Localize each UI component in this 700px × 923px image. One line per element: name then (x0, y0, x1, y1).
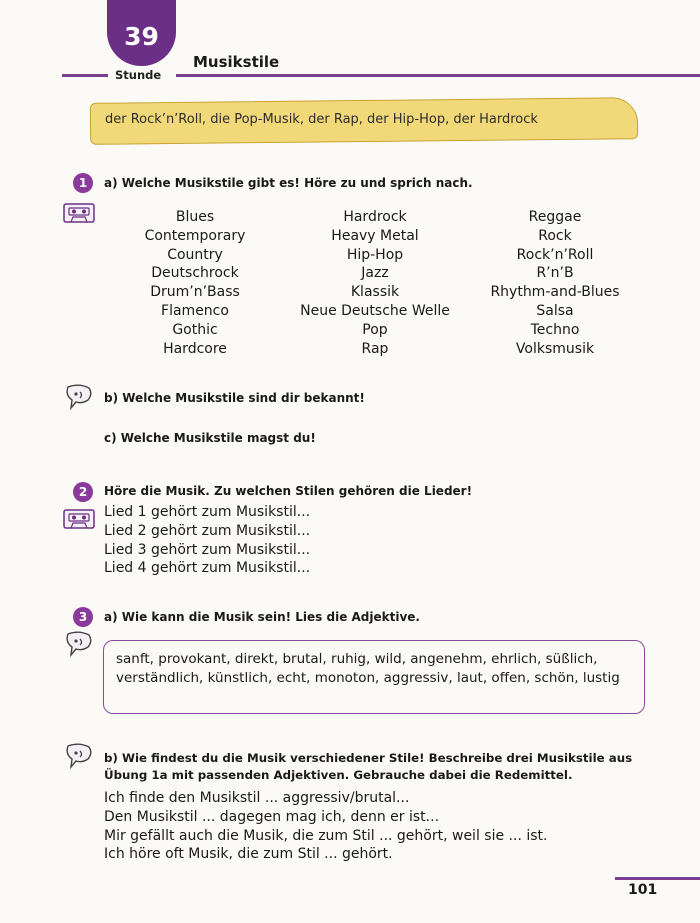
music-style: Hip-Hop (346, 246, 404, 263)
header-rule-left (62, 74, 108, 77)
music-style: Salsa (536, 302, 574, 319)
page-number: 101 (628, 882, 658, 898)
adjectives-box: sanft, provokant, direkt, brutal, ruhig, wild, angenehm, ehrlich, süßlich, verständlich, künstlich, echt, monoton, aggressiv, laut, offen, schön, lustig (103, 640, 645, 714)
music-style: Reggae (528, 209, 582, 225)
header-rule-right (176, 74, 700, 77)
music-style: Rock (538, 227, 572, 244)
page-title: Musikstile (193, 53, 280, 71)
music-styles-column-3 (480, 208, 630, 358)
music-style: Techno (530, 321, 580, 338)
cassette-icon (63, 509, 95, 529)
exercise-2-number: 2 (73, 482, 93, 502)
music-style: Rhythm-and-Blues (490, 284, 620, 301)
song-line: Lied 3 gehört zum Musikstil... (104, 541, 311, 558)
music-style: Neue Deutsche Welle (300, 302, 450, 319)
exercise-3b-instruction-line-1: b) Wie findest du die Musik verschiedener Stile! Beschreibe drei Musikstile aus (104, 751, 633, 765)
exercise-3-number: 3 (73, 607, 93, 627)
speech-bubble-icon (64, 631, 94, 657)
song-line: Lied 4 gehört zum Musikstil... (104, 560, 311, 577)
phrase-line: Ich höre oft Musik, die zum Stil ... gehört. (104, 846, 393, 863)
vocabulary-banner-text: der Rock’n’Roll, die Pop-Musik, der Rap, der Hip-Hop, der Hardrock (105, 112, 538, 127)
exercise-3b-instruction-line-2: Übung 1a mit passenden Adjektiven. Gebrauche dabei die Redemittel. (104, 768, 573, 782)
music-style: Volksmusik (515, 340, 595, 357)
music-style: Hardrock (343, 209, 407, 225)
speech-bubble-icon (64, 743, 94, 769)
phrase-line: Ich finde den Musikstil ... aggressiv/brutal... (104, 790, 410, 806)
exercise-1b-instruction: b) Welche Musikstile sind dir bekannt! (104, 391, 365, 405)
music-style: Rap (361, 340, 389, 357)
music-style: Gothic (172, 321, 218, 338)
music-style: Drum’n’Bass (150, 284, 240, 301)
music-style: Heavy Metal (331, 227, 419, 244)
exercise-1-number: 1 (73, 173, 93, 193)
song-line: Lied 1 gehört zum Musikstil... (104, 504, 311, 520)
cassette-icon (63, 203, 95, 223)
music-style: Pop (362, 321, 388, 338)
music-style: Contemporary (144, 227, 246, 244)
phrases-list (104, 789, 547, 864)
footer-rule (615, 877, 700, 880)
music-style: Klassik (350, 284, 400, 301)
music-style: Blues (175, 209, 215, 225)
exercise-1c-instruction: c) Welche Musikstile magst du! (104, 431, 316, 445)
lesson-unit-label: Stunde (115, 68, 162, 82)
lesson-number: 39 (124, 22, 159, 51)
exercise-2-lines (104, 503, 310, 578)
song-line: Lied 2 gehört zum Musikstil... (104, 522, 311, 539)
phrase-line: Mir gefällt auch die Musik, die zum Stil ... gehört, weil sie ... ist. (104, 827, 548, 844)
exercise-1a-instruction: a) Welche Musikstile gibt es! Höre zu und sprich nach. (104, 176, 473, 190)
phrase-line: Den Musikstil ... dagegen mag ich, denn er ist... (104, 808, 440, 825)
music-style: Jazz (361, 265, 389, 282)
exercise-3a-instruction: a) Wie kann die Musik sein! Lies die Adjektive. (104, 610, 420, 624)
music-style: R’n’B (536, 265, 574, 282)
music-styles-column-2 (285, 208, 465, 358)
music-styles-column-1 (125, 208, 265, 358)
music-style: Country (167, 246, 223, 263)
music-style: Flamenco (161, 302, 229, 319)
exercise-2-instruction: Höre die Musik. Zu welchen Stilen gehören die Lieder! (104, 484, 473, 498)
music-style: Deutschrock (151, 265, 239, 282)
speech-bubble-icon (64, 384, 94, 410)
music-style: Hardcore (163, 340, 227, 357)
music-style: Rock’n’Roll (516, 246, 594, 263)
